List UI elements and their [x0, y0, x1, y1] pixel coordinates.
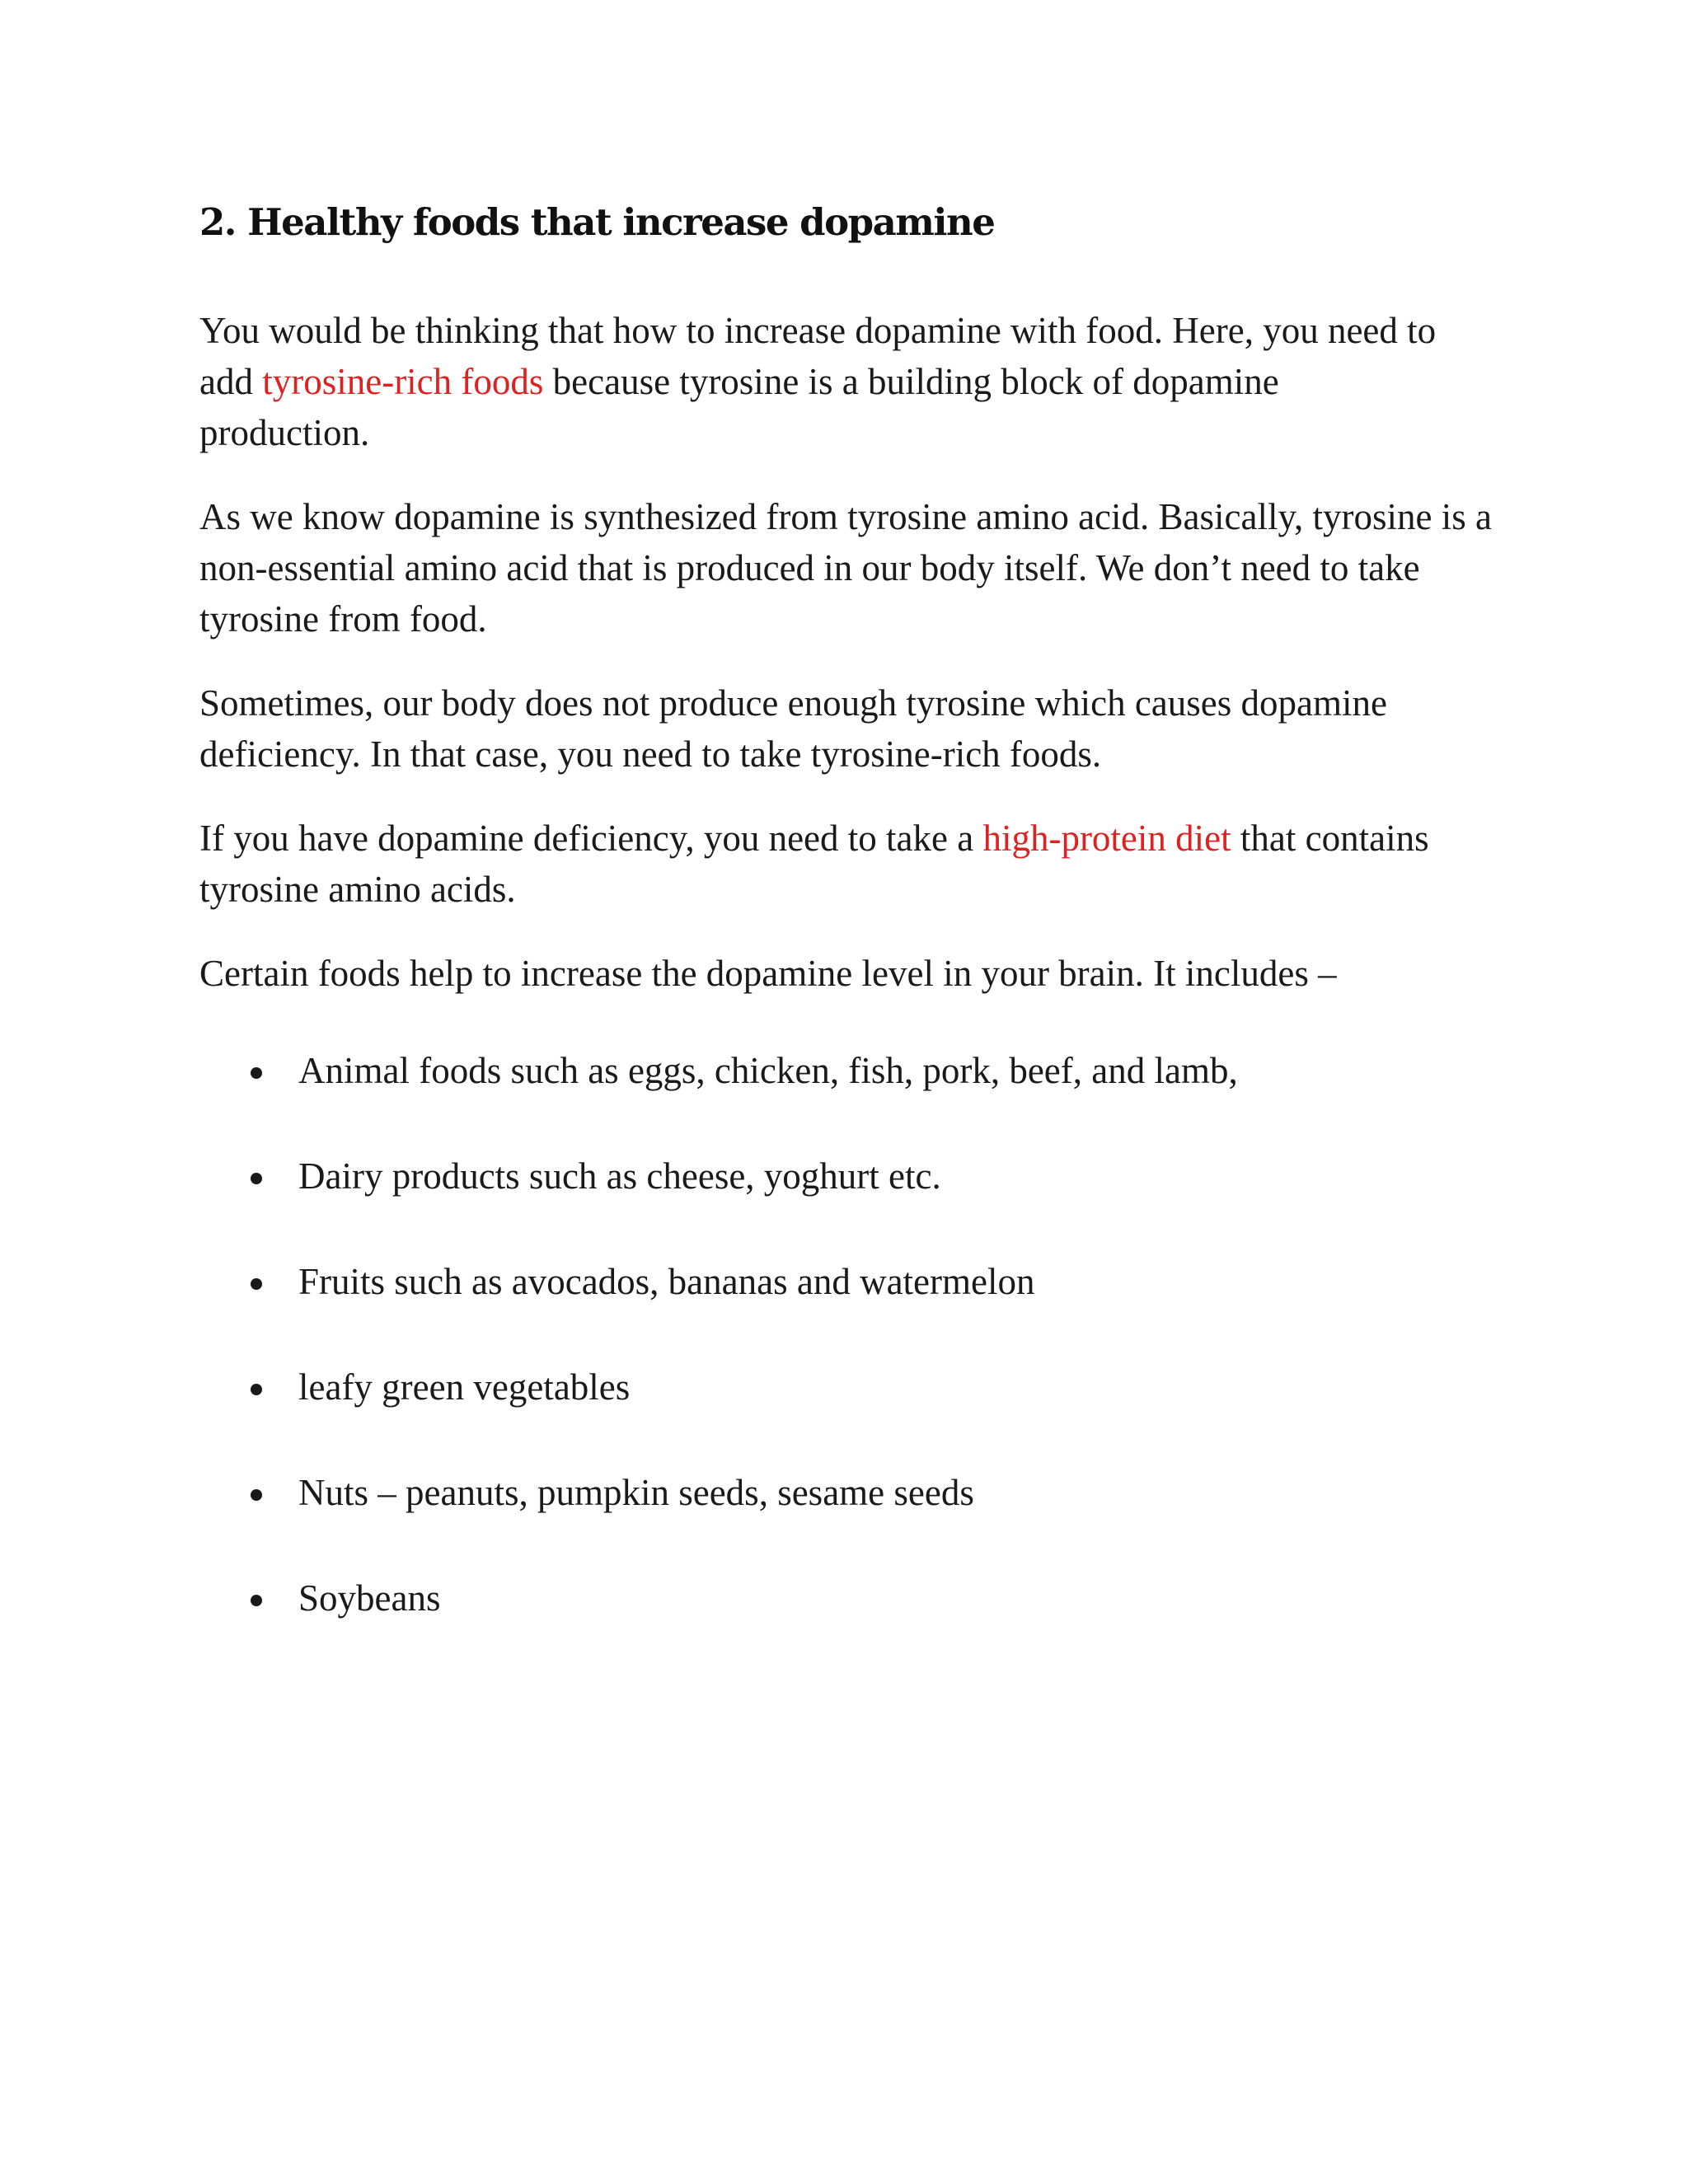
- paragraph-high-protein: [199, 813, 1502, 915]
- list-item-text: Fruits such as avocados, bananas and watermelon: [298, 1261, 1035, 1302]
- foods-bullet-list: [199, 1045, 1502, 1624]
- list-item: [199, 1045, 1502, 1096]
- bullet-icon: [251, 1595, 262, 1606]
- paragraph-intro-post: because tyrosine is a building block of dopamine: [543, 361, 1279, 402]
- tyrosine-rich-foods-link[interactable]: tyrosine-rich foods: [262, 361, 544, 402]
- paragraph-intro-pre: add: [199, 361, 263, 402]
- list-item-text: Nuts – peanuts, pumpkin seeds, sesame seeds: [298, 1472, 974, 1513]
- paragraph-synthesis: As we know dopamine is synthesized from tyrosine amino acid. Basically, tyrosine is a non-essential amino acid that is produced in our body itself. We don’t need to take tyrosine from food.: [199, 496, 1493, 640]
- paragraph-intro-line1: You would be thinking that how to increase dopamine with food. Here, you need to: [199, 310, 1437, 351]
- list-item-text: Animal foods such as eggs, chicken, fish, pork, beef, and lamb,: [298, 1050, 1238, 1091]
- bullet-icon: [251, 1278, 262, 1290]
- bullet-icon: [251, 1384, 262, 1395]
- list-item-text: Dairy products such as cheese, yoghurt etc.: [298, 1155, 941, 1197]
- bullet-icon: [251, 1067, 262, 1079]
- section-heading: 2. Healthy foods that increase dopamine: [199, 200, 995, 244]
- paragraph-deficiency: Sometimes, our body does not produce enough tyrosine which causes dopamine deficiency. In that case, you need to take tyrosine-rich foods.: [199, 682, 1387, 775]
- paragraph-foods-intro: Certain foods help to increase the dopamine level in your brain. It includes –: [199, 953, 1337, 994]
- paragraph-intro-line3: production.: [199, 412, 370, 453]
- list-item-text: Soybeans: [298, 1577, 441, 1619]
- list-item: [199, 1151, 1502, 1202]
- bullet-icon: [251, 1489, 262, 1501]
- high-protein-diet-link[interactable]: high-protein diet: [982, 818, 1231, 859]
- paragraph-high-protein-pre: If you have dopamine deficiency, you need to take a: [199, 818, 983, 859]
- list-item-text: leafy green vegetables: [298, 1366, 631, 1408]
- list-item: [199, 1256, 1502, 1307]
- list-item: [199, 1572, 1502, 1624]
- list-item: [199, 1361, 1502, 1413]
- article-content: [199, 198, 1502, 1678]
- paragraph-intro: [199, 305, 1502, 458]
- paragraph-high-protein-post: that contains tyrosine amino acids.: [199, 818, 1429, 910]
- list-item: [199, 1467, 1502, 1518]
- bullet-icon: [251, 1173, 262, 1184]
